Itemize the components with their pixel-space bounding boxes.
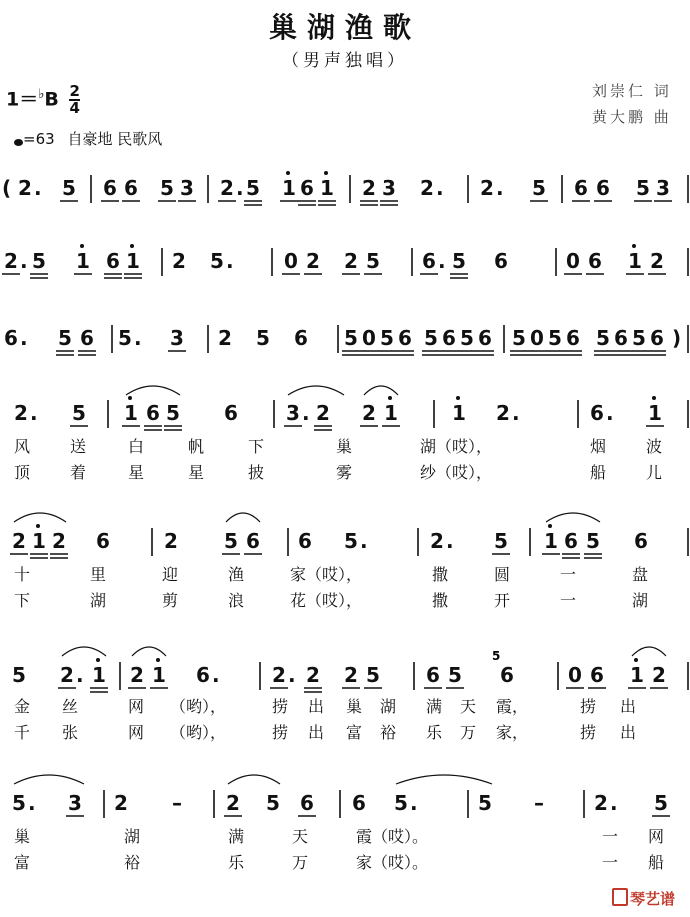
note: 6 — [298, 529, 312, 553]
lyric-syllable: 盘 — [632, 565, 649, 584]
lyric-syllable: 雾 — [336, 463, 353, 482]
note: 5 — [72, 401, 86, 425]
slur-arc — [546, 513, 600, 522]
note: 2 — [594, 791, 608, 815]
note: 5 — [344, 326, 358, 350]
note: 1 — [384, 401, 398, 425]
note: ( — [2, 176, 12, 200]
high-octave-dot — [548, 524, 552, 528]
note: 5 — [494, 529, 508, 553]
note: 3 — [382, 176, 396, 200]
note: 6 — [590, 401, 604, 425]
note: 5 — [256, 326, 270, 350]
watermark-logo — [612, 888, 675, 909]
lyric-syllable: 风 — [14, 437, 31, 456]
note: 0 — [362, 326, 376, 350]
tempo-value: =63 — [23, 130, 55, 148]
note: 2 — [172, 249, 186, 273]
note: 2 — [164, 529, 178, 553]
augmentation-dot: . — [446, 529, 454, 553]
note: – — [534, 791, 544, 815]
lyric-syllable: 出 — [620, 697, 637, 716]
lyric-syllable: 撒 — [432, 565, 449, 584]
note: 6 — [634, 529, 648, 553]
note: 6 — [564, 529, 578, 553]
lyric-syllable: 着 — [70, 463, 87, 482]
lyric-syllable: 巢 — [336, 437, 353, 456]
note: 5 — [118, 326, 132, 350]
slur-arc — [62, 647, 106, 656]
lyric-syllable: 千 — [14, 723, 31, 742]
lyric-syllable: 捞 — [580, 723, 597, 742]
note: 2 — [52, 529, 66, 553]
lyric-syllable: 满 — [228, 827, 245, 846]
augmentation-dot: . — [610, 791, 618, 815]
note: 2 — [344, 663, 358, 687]
augmentation-dot: . — [20, 249, 28, 273]
key-prefix: 1＝ — [6, 88, 39, 111]
note: 1 — [32, 529, 46, 553]
note: 6 — [422, 249, 436, 273]
note: 5 — [12, 663, 26, 687]
lyric-syllable: 下 — [14, 591, 31, 610]
lyric-syllable: 船 — [648, 853, 665, 872]
note: 5 — [12, 791, 26, 815]
watermark-text: 琴艺谱 — [630, 890, 676, 908]
note: 5 — [62, 176, 76, 200]
note: 2 — [420, 176, 434, 200]
note: 2 — [18, 176, 32, 200]
note: 6 — [80, 326, 94, 350]
lyric-syllable: 花（哎）， — [290, 591, 363, 610]
note: 1 — [282, 176, 296, 200]
note: 6 — [294, 326, 308, 350]
lyric-syllable: 迎 — [162, 565, 179, 584]
note: 6 — [426, 663, 440, 687]
lyric-syllable: 张 — [62, 723, 79, 742]
lyric-syllable: 天 — [460, 697, 477, 716]
lyric-syllable: 船 — [590, 463, 607, 482]
lyric-syllable: 星 — [188, 463, 205, 482]
note: ) — [672, 326, 682, 350]
high-octave-dot — [632, 244, 636, 248]
note: 6 — [566, 326, 580, 350]
lyric-syllable: 白 — [128, 437, 145, 456]
lyric-syllable: 巢 — [14, 827, 31, 846]
note: 5 — [512, 326, 526, 350]
note: 5 — [166, 401, 180, 425]
time-denominator: 4 — [69, 99, 80, 117]
lyric-syllable: 万 — [460, 723, 477, 742]
note: 1 — [452, 401, 466, 425]
slur-arc — [226, 513, 260, 522]
lyric-syllable: 下 — [248, 437, 265, 456]
note: 2 — [344, 249, 358, 273]
note: 6 — [588, 249, 602, 273]
lyric-syllable: 披 — [248, 463, 265, 482]
lyric-syllable: 顶 — [14, 463, 31, 482]
note: 5 — [160, 176, 174, 200]
note: 2 — [14, 401, 28, 425]
lyric-syllable: 丝 — [62, 697, 79, 716]
lyric-syllable: 剪 — [162, 591, 179, 610]
note: 6 — [103, 176, 117, 200]
note: 6 — [4, 326, 18, 350]
high-octave-dot — [80, 244, 84, 248]
lyric-syllable: 湖（哎）， — [420, 437, 493, 456]
note: 2 — [316, 401, 330, 425]
high-octave-dot — [388, 396, 392, 400]
augmentation-dot: . — [438, 249, 446, 273]
lyric-syllable: 天 — [292, 827, 309, 846]
note: 2 — [362, 401, 376, 425]
high-octave-dot — [130, 244, 134, 248]
lyric-syllable: 渔 — [228, 565, 245, 584]
lyric-syllable: （哟）， — [170, 697, 227, 716]
augmentation-dot: . — [288, 663, 296, 687]
note: 6 — [574, 176, 588, 200]
note: 6 — [478, 326, 492, 350]
augmentation-dot: . — [512, 401, 520, 425]
augmentation-dot: . — [410, 791, 418, 815]
lyric-syllable: 十 — [14, 565, 31, 584]
note: 1 — [628, 249, 642, 273]
note: 2 — [114, 791, 128, 815]
lyric-syllable: 出 — [620, 723, 637, 742]
note: 1 — [630, 663, 644, 687]
note: 5 — [380, 326, 394, 350]
lyric-syllable: 烟 — [590, 437, 607, 456]
lyric-syllable: 星 — [128, 463, 145, 482]
note: 2 — [130, 663, 144, 687]
note: 6 — [124, 176, 138, 200]
lyric-syllable: 湖 — [632, 591, 649, 610]
note: 1 — [126, 249, 140, 273]
augmentation-dot: . — [436, 176, 444, 200]
slur-arc — [364, 386, 398, 395]
note: 2 — [226, 791, 240, 815]
note: 0 — [284, 249, 298, 273]
note: 6 — [650, 326, 664, 350]
lyric-syllable: 富 — [346, 723, 363, 742]
note: 1 — [648, 401, 662, 425]
augmentation-dot: . — [30, 401, 38, 425]
note: 0 — [568, 663, 582, 687]
note: 6 — [614, 326, 628, 350]
note: 5 — [448, 663, 462, 687]
lyric-syllable: 网 — [128, 723, 145, 742]
lyric-syllable: 纱（哎）， — [420, 463, 493, 482]
slur-arc — [228, 775, 280, 784]
note: 2 — [496, 401, 510, 425]
slur-arc — [126, 386, 180, 395]
lyric-syllable: 撒 — [432, 591, 449, 610]
lyric-syllable: 乐 — [426, 723, 443, 742]
lyric-syllable: 网 — [648, 827, 665, 846]
lyric-syllable: 裕 — [380, 723, 397, 742]
note: 6 — [96, 529, 110, 553]
note: 1 — [76, 249, 90, 273]
note: 6 — [224, 401, 238, 425]
note: 1 — [320, 176, 334, 200]
lyric-syllable: 乐 — [228, 853, 245, 872]
note: 5 — [424, 326, 438, 350]
lyric-syllable: 湖 — [124, 827, 141, 846]
note: 5 — [366, 663, 380, 687]
lyric-syllable: 万 — [292, 853, 309, 872]
lyric-syllable: 湖 — [380, 697, 397, 716]
note: 2 — [220, 176, 234, 200]
lyric-syllable: 儿 — [646, 463, 663, 482]
lyricist-credit: 刘崇仁 词 — [592, 82, 672, 100]
note: 5 — [586, 529, 600, 553]
note: – — [172, 791, 182, 815]
augmentation-dot: . — [496, 176, 504, 200]
high-octave-dot — [324, 171, 328, 175]
note: 6 — [246, 529, 260, 553]
note: 0 — [566, 249, 580, 273]
note: 6 — [300, 176, 314, 200]
note: 5 — [32, 249, 46, 273]
augmentation-dot: . — [226, 249, 234, 273]
note: 6 — [494, 249, 508, 273]
lyric-syllable: 巢 — [346, 697, 363, 716]
note: 5 — [654, 791, 668, 815]
note: 6 — [300, 791, 314, 815]
high-octave-dot — [652, 396, 656, 400]
slur-arc — [14, 775, 84, 784]
note: 6 — [352, 791, 366, 815]
lyric-syllable: 一 — [560, 565, 577, 584]
grace-note: 5 — [492, 649, 501, 663]
note: 5 — [548, 326, 562, 350]
augmentation-dot: . — [28, 791, 36, 815]
lyric-syllable: 浪 — [228, 591, 245, 610]
lyric-syllable: 里 — [90, 565, 107, 584]
note: 5 — [366, 249, 380, 273]
note: 1 — [152, 663, 166, 687]
note: 3 — [170, 326, 184, 350]
note: 5 — [452, 249, 466, 273]
lyric-syllable: （哟）， — [170, 723, 227, 742]
lyric-syllable: 帆 — [188, 437, 205, 456]
tempo-text: 自豪地 民歌风 — [67, 130, 163, 148]
note: 5 — [632, 326, 646, 350]
note: 0 — [530, 326, 544, 350]
note: 3 — [68, 791, 82, 815]
lyric-syllable: 家， — [496, 723, 529, 742]
slur-arc — [632, 647, 666, 656]
lyric-syllable: 捞 — [272, 697, 289, 716]
note: 2 — [650, 249, 664, 273]
lyric-syllable: 湖 — [90, 591, 107, 610]
slur-arc — [132, 647, 166, 656]
note: 2 — [430, 529, 444, 553]
note: 2 — [272, 663, 286, 687]
high-octave-dot — [286, 171, 290, 175]
augmentation-dot: . — [134, 326, 142, 350]
flat-sign: ♭ — [38, 87, 45, 103]
note: 6 — [196, 663, 210, 687]
note: 2 — [652, 663, 666, 687]
high-octave-dot — [128, 396, 132, 400]
augmentation-dot: . — [360, 529, 368, 553]
note: 5 — [224, 529, 238, 553]
lyric-syllable: 霞， — [496, 697, 529, 716]
lyric-syllable: 一 — [602, 827, 619, 846]
note: 2 — [362, 176, 376, 200]
lyric-syllable: 满 — [426, 697, 443, 716]
song-subtitle: （男声独唱） — [282, 51, 408, 71]
note: 6 — [500, 663, 514, 687]
high-octave-dot — [634, 658, 638, 662]
note: 2 — [12, 529, 26, 553]
song-title: 巢湖渔歌 — [268, 11, 421, 44]
lyric-syllable: 一 — [560, 591, 577, 610]
slur-arc — [14, 513, 66, 522]
lyric-syllable: 一 — [602, 853, 619, 872]
augmentation-dot: . — [606, 401, 614, 425]
augmentation-dot: . — [20, 326, 28, 350]
note: 2 — [306, 249, 320, 273]
note: 5 — [210, 249, 224, 273]
slur-arc — [396, 775, 492, 784]
lyric-syllable: 开 — [494, 591, 511, 610]
lyric-syllable: 捞 — [580, 697, 597, 716]
note: 3 — [286, 401, 300, 425]
high-octave-dot — [96, 658, 100, 662]
lyric-syllable: 网 — [128, 697, 145, 716]
lyric-syllable: 出 — [308, 723, 325, 742]
high-octave-dot — [456, 396, 460, 400]
note: 5 — [478, 791, 492, 815]
note: 2 — [480, 176, 494, 200]
note: 3 — [180, 176, 194, 200]
note: 5 — [246, 176, 260, 200]
lyric-syllable: 波 — [646, 437, 663, 456]
note: 2 — [306, 663, 320, 687]
composer-credit: 黄大鹏 曲 — [592, 108, 672, 126]
note: 6 — [442, 326, 456, 350]
lyric-syllable: 富 — [14, 853, 31, 872]
augmentation-dot: . — [212, 663, 220, 687]
note: 2 — [4, 249, 18, 273]
lyric-syllable: 捞 — [272, 723, 289, 742]
note: 6 — [596, 176, 610, 200]
lyric-syllable: 家（哎）。 — [356, 853, 429, 872]
note: 5 — [596, 326, 610, 350]
note: 6 — [398, 326, 412, 350]
logo-icon — [612, 888, 628, 906]
lyric-syllable: 家（哎）， — [290, 565, 363, 584]
lyric-syllable: 霞（哎）。 — [356, 827, 429, 846]
slur-arc — [288, 386, 344, 395]
note: 6 — [146, 401, 160, 425]
lyric-syllable: 金 — [14, 697, 31, 716]
note: 5 — [344, 529, 358, 553]
time-numerator: 2 — [69, 82, 80, 100]
note: 6 — [590, 663, 604, 687]
note: 1 — [124, 401, 138, 425]
augmentation-dot: . — [76, 663, 84, 687]
lyric-syllable: 送 — [70, 437, 87, 456]
note: 3 — [656, 176, 670, 200]
augmentation-dot: . — [302, 401, 310, 425]
lyric-syllable: 裕 — [124, 853, 141, 872]
high-octave-dot — [36, 524, 40, 528]
key-note: B — [44, 88, 59, 111]
lyric-syllable: 出 — [308, 697, 325, 716]
note: 1 — [544, 529, 558, 553]
note: 6 — [106, 249, 120, 273]
high-octave-dot — [156, 658, 160, 662]
note: 5 — [460, 326, 474, 350]
note: 5 — [266, 791, 280, 815]
note: 5 — [394, 791, 408, 815]
augmentation-dot: . — [34, 176, 42, 200]
note: 2 — [218, 326, 232, 350]
note: 5 — [58, 326, 72, 350]
note: 2 — [60, 663, 74, 687]
note: 1 — [92, 663, 106, 687]
note: 5 — [532, 176, 546, 200]
augmentation-dot: . — [236, 176, 244, 200]
lyric-syllable: 圆 — [494, 565, 511, 584]
note: 5 — [636, 176, 650, 200]
